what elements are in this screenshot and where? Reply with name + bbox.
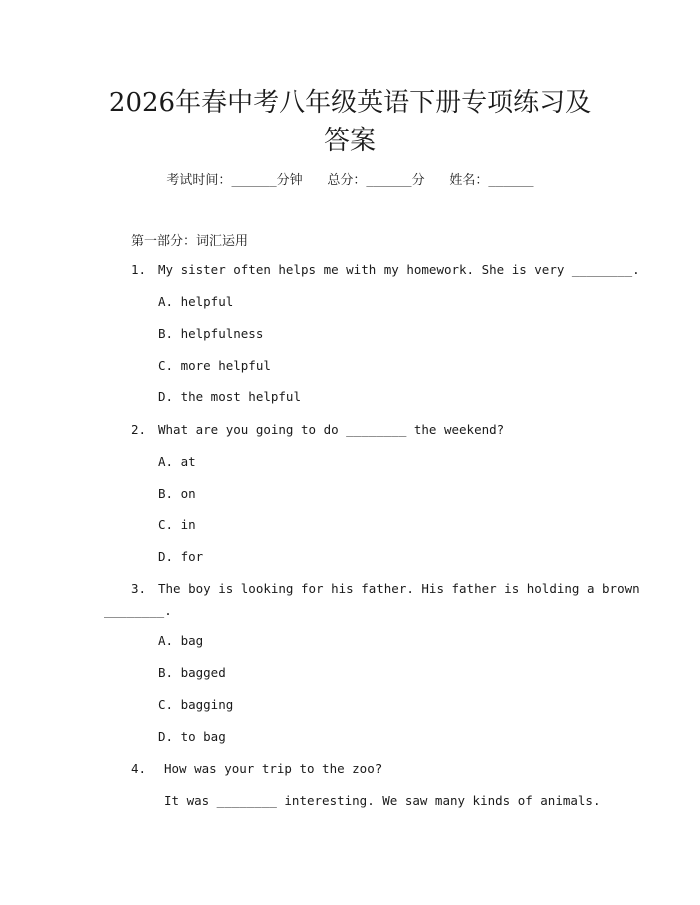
option-c: C. more helpful — [158, 358, 271, 373]
name-blank: ______ — [488, 172, 534, 187]
question-number: 2. — [131, 422, 147, 437]
option-b: B. bagged — [158, 665, 226, 680]
option-a: A. at — [158, 454, 196, 469]
time-unit: 分钟 — [276, 173, 303, 188]
name-label: 姓名： — [449, 173, 489, 188]
question-text-continued: ________. — [104, 603, 172, 618]
question-text: How was your trip to the zoo? — [164, 761, 383, 776]
option-c: C. bagging — [158, 697, 234, 712]
option-a: A. bag — [158, 633, 204, 648]
page-title: 2026年春中考八年级英语下册专项练习及答案 — [108, 88, 592, 156]
score-unit: 分 — [411, 173, 425, 188]
exam-info-line — [0, 169, 700, 188]
option-d: D. for — [158, 549, 204, 564]
time-label: 考试时间： — [166, 173, 232, 188]
question-number: 3. — [131, 581, 147, 596]
option-d: D. the most helpful — [158, 389, 301, 404]
section-title: 第一部分：词汇运用 — [131, 234, 249, 249]
option-a: A. helpful — [158, 294, 234, 309]
question-text: What are you going to do ________ the weekend? — [158, 422, 505, 437]
option-b: B. on — [158, 486, 196, 501]
question-text: My sister often helps me with my homework. She is very ________. — [158, 262, 640, 277]
score-blank: ______ — [366, 172, 412, 187]
score-label: 总分： — [327, 173, 367, 188]
question-number: 1. — [131, 262, 147, 277]
question-number: 4. — [131, 761, 147, 776]
option-c: C. in — [158, 517, 196, 532]
option-b: B. helpfulness — [158, 326, 264, 341]
question-text: The boy is looking for his father. His father is holding a brown — [158, 581, 640, 596]
option-d: D. to bag — [158, 729, 226, 744]
time-blank: ______ — [231, 172, 277, 187]
question-text-line2: It was ________ interesting. We saw many kinds of animals. — [164, 793, 601, 808]
